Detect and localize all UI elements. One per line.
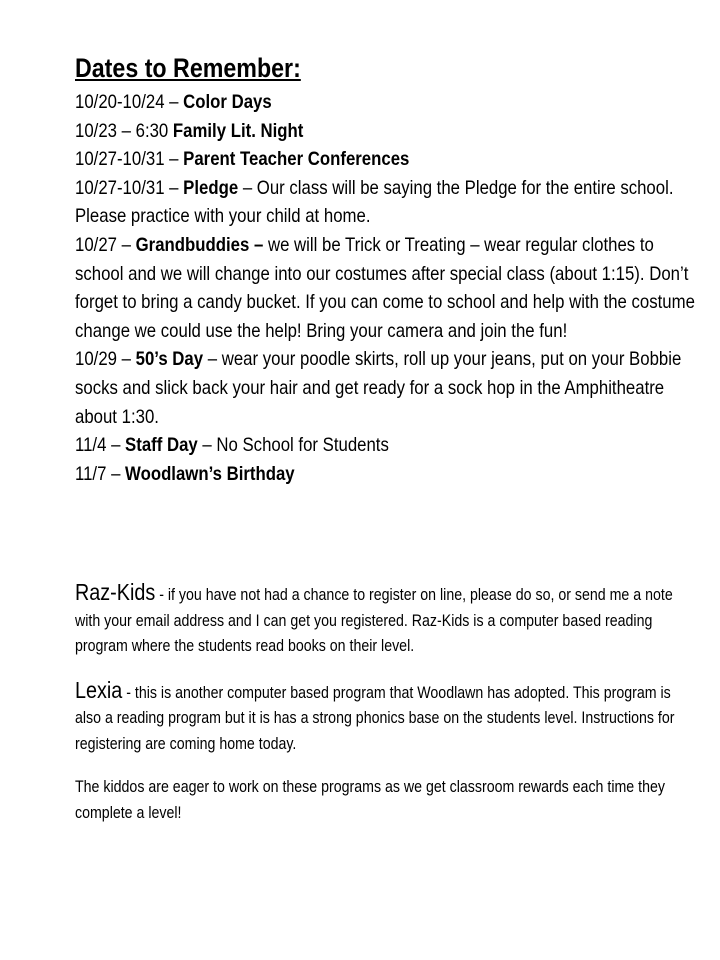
event-item: 10/27 – Grandbuddies – we will be Trick or Treating – wear regular clothes to school and we will change into our costumes after special class (about 1:15). Don’t forget to bring a candy bucket. If you can come to school and help with the costume change we could use the help! Bring your camera and join the fun! [75,233,695,342]
event-name: Family Lit. Night [172,119,304,142]
event-item: 11/4 – Staff Day – No School for Students [75,434,389,457]
razkids-text: - if you have not had a chance to register on line, please do so, or send me a note with your email address and I can get you registered. Raz-Kids is a computer based reading program where the students read books on their level. [75,586,673,655]
lexia-title: Lexia [75,676,123,703]
event-text: we will be Trick or Treating – wear regular clothes to school and we will change into our costumes after special class (about 1:15). Don’t forget to bring a candy bucket. If you can come to school and help with the costume change we could use the help! Bring your camera and join the fun! [75,233,695,342]
event-item: 10/29 – 50’s Day – wear your poodle skirts, roll up your jeans, put on your Bobbie socks and slick back your hair and get ready for a sock hop in the Amphitheatre about 1:30. [75,348,682,428]
event-date: 11/7 [75,462,107,485]
closing-note [75,775,696,826]
event-date: 10/29 [75,348,117,371]
spacer [75,660,695,678]
event-name: Grandbuddies – [135,233,264,256]
notes-section [75,580,695,826]
event-date: 11/4 [75,434,107,457]
dates-section [75,48,695,488]
closing-text: The kiddos are eager to work on these programs as we get classroom rewards each time they complete a level! [75,778,665,822]
event-date: 10/27 [75,233,117,256]
page-title: Dates to Remember: [75,53,301,83]
event-item: 10/20-10/24 – Color Days [75,91,272,113]
event-date: 10/27-10/31 [75,176,165,199]
event-date: 10/20-10/24 [75,91,165,113]
event-text: – No School for Students [197,434,389,457]
event-item: 10/27-10/31 – Parent Teacher Conferences [75,148,410,171]
event-name: Color Days [183,91,272,113]
event-name: Staff Day [125,434,198,457]
event-name: Pledge [183,176,239,199]
lexia-text: - this is another computer based program that Woodlawn has adopted. This program is also a reading program but it is has a strong phonics base on the students level. Instructions for registering are coming home today. [75,683,675,753]
event-list [75,88,696,488]
event-name: Woodlawn’s Birthday [125,462,295,485]
event-date: 10/27-10/31 [75,148,165,171]
razkids-note [75,580,696,660]
event-date: 10/23 – 6:30 [75,119,169,142]
event-name: Parent Teacher Conferences [183,148,410,171]
razkids-title: Raz-Kids [75,579,156,605]
event-item: 10/27-10/31 – Pledge – Our class will be saying the Pledge for the entire school. Please practice with your child at home. [75,176,674,228]
event-text: – Our class will be saying the Pledge for the entire school. Please practice with your child at home. [75,176,674,228]
event-name: 50’s Day [135,348,204,371]
spacer [75,757,695,775]
lexia-note [75,678,696,758]
event-item [75,117,696,146]
event-text: – wear your poodle skirts, roll up your jeans, put on your Bobbie socks and slick back your hair and get ready for a sock hop in the Amphitheatre about 1:30. [75,348,682,428]
event-item: 11/7 – Woodlawn’s Birthday [75,462,295,485]
